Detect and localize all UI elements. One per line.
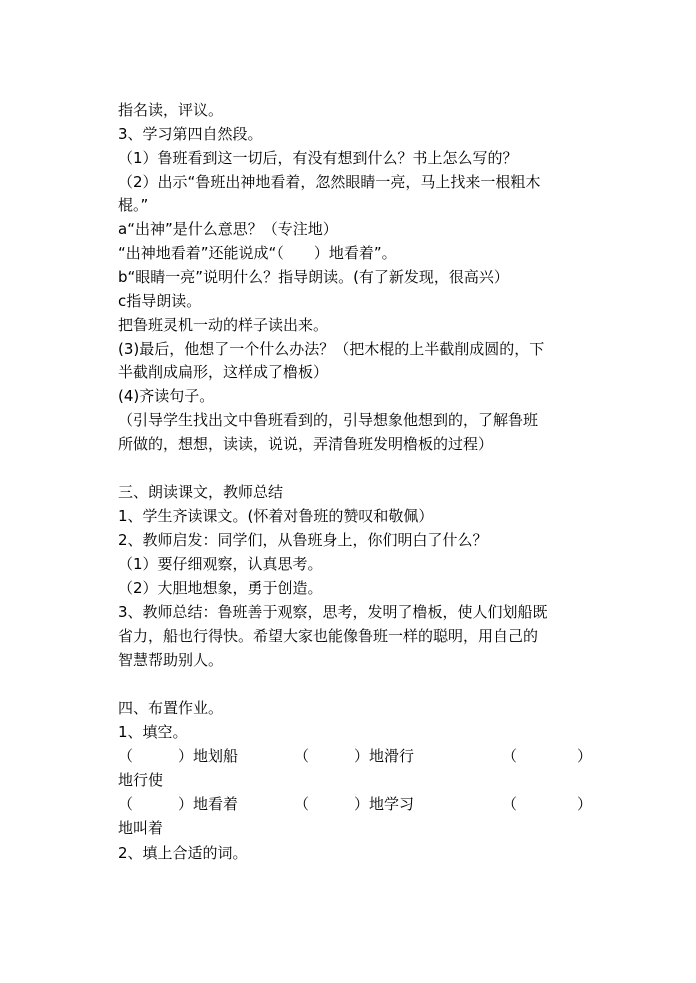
text-line: 棍。” [118, 196, 149, 214]
blank-item: （ ）地学习 [294, 795, 415, 813]
text-line: 省力，船也行得快。希望大家也能像鲁班一样的聪明，用自己的 [118, 627, 539, 645]
blank-item: （ ）地滑行 [294, 747, 415, 765]
section-heading: 3、学习第四自然段。 [118, 125, 263, 143]
text-line: “出神地看着”还能说成“（ ）地看着”。 [118, 244, 397, 262]
text-line: 1、填空。 [118, 723, 188, 741]
text-line: 智慧帮助别人。 [118, 651, 224, 669]
text-line: c指导朗读。 [118, 292, 202, 310]
text-line: 2、教师启发：同学们，从鲁班身上，你们明白了什么？ [118, 531, 488, 549]
text-line: b“眼睛一亮”说明什么？指导朗读。(有了新发现，很高兴） [118, 268, 509, 286]
blank-item: （ ） [502, 795, 593, 813]
text-line: (4)齐读句子。 [118, 387, 215, 405]
text-line: 指名读，评议。 [118, 101, 224, 119]
blank-item: （ ）地划船 [118, 747, 239, 765]
text-line: 把鲁班灵机一动的样子读出来。 [118, 316, 329, 334]
text-line: 地叫着 [118, 819, 164, 837]
text-line: （1）鲁班看到这一切后，有没有想到什么？书上怎么写的？ [118, 149, 518, 167]
text-line: 地行使 [118, 771, 164, 789]
text-line: a“出神”是什么意思？（专注地） [118, 220, 338, 238]
text-line: 1、学生齐读课文。(怀着对鲁班的赞叹和敬佩） [118, 507, 434, 525]
section-heading: 2、填上合适的词。 [118, 844, 248, 862]
text-line: 所做的，想想，读读，说说，弄清鲁班发明橹板的过程） [118, 435, 494, 453]
blank-item: （ ） [502, 747, 593, 765]
text-line: 3、教师总结：鲁班善于观察，思考，发明了橹板，使人们划船既 [118, 603, 548, 621]
text-line: （1）要仔细观察，认真思考。 [118, 555, 323, 573]
text-line: （2）出示“鲁班出神地看着，忽然眼睛一亮，马上找来一根粗木 [118, 173, 541, 191]
section-heading: 四、布置作业。 [118, 699, 224, 717]
text-line: （2）大胆地想象，勇于创造。 [118, 579, 323, 597]
text-line: (3)最后，他想了一个什么办法？（把木棍的上半截削成圆的，下 [118, 340, 545, 358]
text-line: （引导学生找出文中鲁班看到的，引导想象他想到的，了解鲁班 [118, 411, 539, 429]
section-heading: 三、朗读课文，教师总结 [118, 483, 284, 501]
text-line: 半截削成扁形，这样成了橹板） [118, 363, 329, 381]
blank-item: （ ）地看着 [118, 795, 239, 813]
